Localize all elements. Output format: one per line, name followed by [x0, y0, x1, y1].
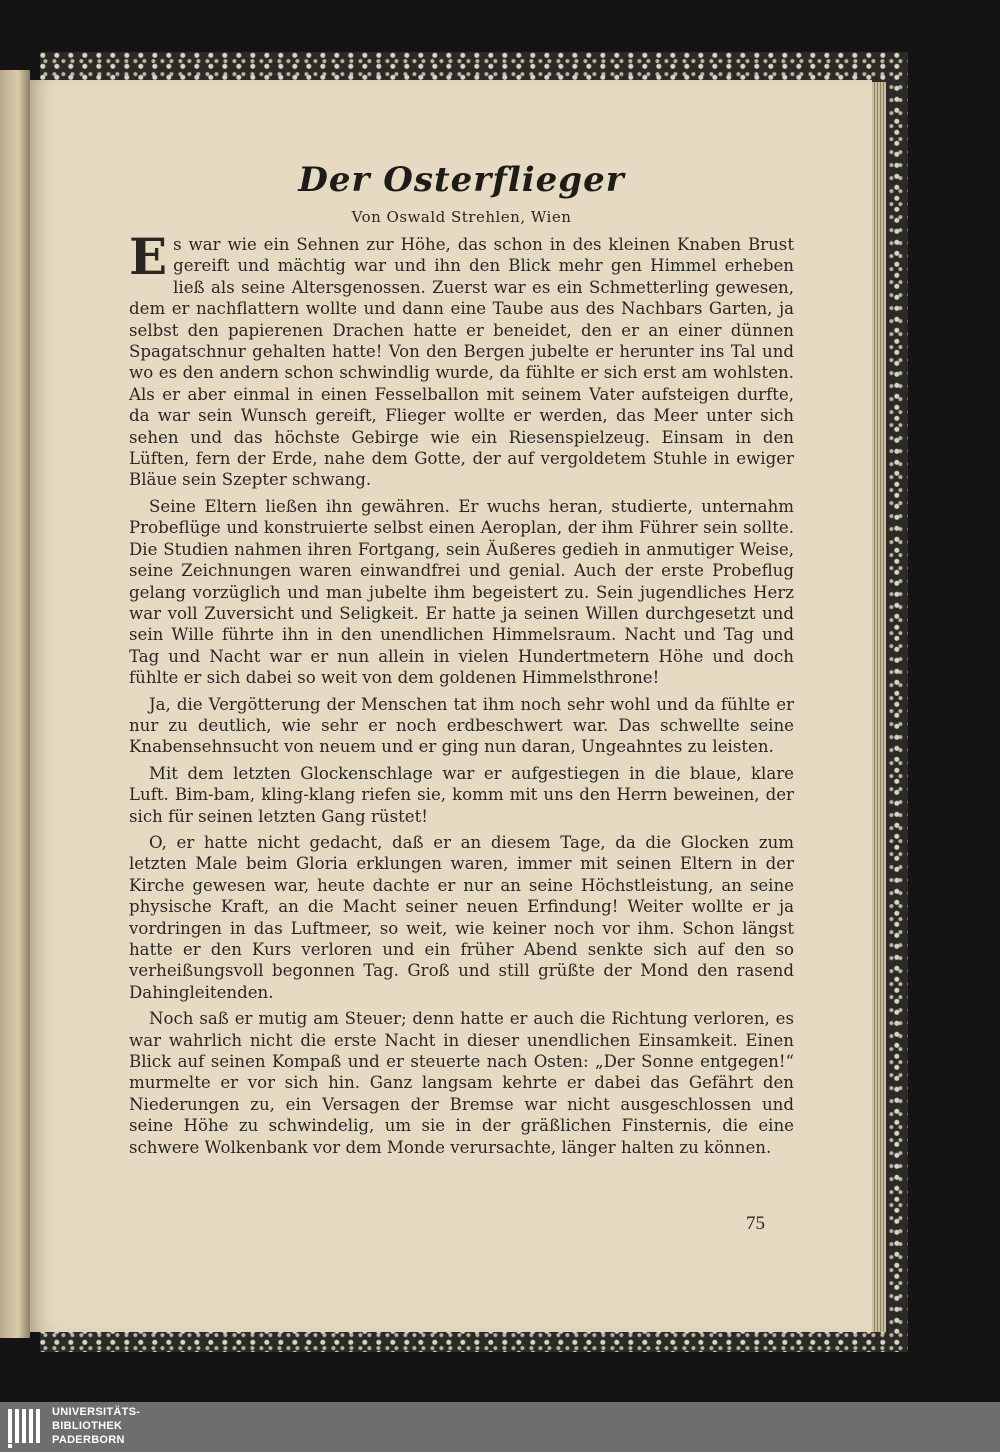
- byline: Von Oswald Strehlen, Wien: [351, 208, 572, 226]
- library-name-line-1: UNIVERSITÄTS-: [52, 1406, 141, 1418]
- drop-cap: E: [129, 227, 168, 286]
- paragraph-1: [129, 227, 794, 491]
- book-page: [30, 80, 872, 1332]
- page-number: 75: [746, 1213, 765, 1234]
- university-library-logo-icon: [6, 1405, 46, 1449]
- library-name-line-2: BIBLIOTHEK: [52, 1420, 123, 1432]
- paragraph-6: Noch saß er mutig am Steuer; denn hatte er auch die Richtung verloren, es war wahrlich nicht die erste Nacht in dieser unendlichen Einsamkeit. Einen Blick auf seinen Kompaß und er steuerte nach Osten: „Der Sonne entgegen!“ murmelte er vor sich hin. Ganz langsam kehrte er dabei das Gefährt den Niederungen zu, ein Versagen der Bremse war nicht ausgeschlossen und seine Höhe zu schwindelig, um sie in der gräßlichen Finsternis, die eine schwere Wolkenbank vor dem Monde verursachte, länger halten zu können.: [129, 1009, 794, 1157]
- library-name-line-3: PADERBORN: [52, 1434, 125, 1446]
- paragraph-4: Mit dem letzten Glockenschlage war er aufgestiegen in die blaue, klare Luft. Bim-bam, kling-klang riefen sie, komm mit uns den Herrn beweinen, der sich für seinen letzten Gang rüstet!: [129, 763, 794, 826]
- left-page-edge: [0, 70, 30, 1338]
- library-footer-bar: [0, 1402, 1000, 1452]
- library-name: [52, 1405, 140, 1447]
- paragraph-3: Ja, die Vergötterung der Menschen tat ihm noch sehr wohl und da fühlte er nur zu deutlich, wie sehr er noch erdbeschwert war. Das schwellte seine Knabensehnsucht von neuem und er ging nun daran, Ungeahntes zu leisten.: [129, 694, 794, 757]
- page-title: Der Osterflieger: [298, 160, 625, 200]
- article-body: [129, 227, 794, 1163]
- paragraph-1-text: s war wie ein Sehnen zur Höhe, das schon in des kleinen Knaben Brust gereift und mächtig war und ihn den Blick mehr gen Himmel erheben ließ als seine Altersgenossen. Zuerst war es ein Schmetterling gewesen, dem er nachflattern wollte und dann eine Taube aus des Nachbars Garten, ja selbst den papierenen Drachen hatte er beneidet, den er an einer dünnen Spagatschnur gehalten hatte! Von den Bergen jubelte er herunter ins Tal und wo es den andern schon schwindlig wurde, da fühlte er sich erst am wohlsten. Als er aber einmal in einen Fesselballon mit seinem Vater aufsteigen durfte, da war sein Wunsch gereift, Flieger wollte er werden, das Meer unter sich sehen und das höchste Gebirge wie ein Riesenspielzeug. Einsam in den Lüften, fern der Erde, nahe dem Gotte, der auf vergoldetem Stuhle in ewiger Bläue sein Szepter schwang.: [129, 235, 794, 490]
- paragraph-5: O, er hatte nicht gedacht, daß er an diesem Tage, da die Glocken zum letzten Male beim Gloria erklungen waren, immer mit seinen Eltern in der Kirche gewesen war, heute dachte er nur an seine Höchstleistung, an seine physische Kraft, an die Macht seiner neuen Erfindung! Weiter wollte er ja vordringen in das Luftmeer, so weit, wie keiner noch vor ihm. Schon längst hatte er den Kurs verloren und ein früher Abend senkte sich auf den so verheißungsvoll begonnen Tag. Groß und still grüßte der Mond den rasend Dahingleitenden.: [129, 832, 794, 1002]
- paragraph-2: Seine Eltern ließen ihn gewähren. Er wuchs heran, studierte, unternahm Probeflüge und konstruierte selbst einen Aeroplan, der ihm Führer sein sollte. Die Studien nahmen ihren Fortgang, sein Äußeres gedieh in anmutiger Weise, seine Zeichnungen waren einwandfrei und genial. Auch der erste Probeflug gelang vorzüglich und man jubelte ihm begeistert zu. Sein jugendliches Herz war voll Zuversicht und Seligkeit. Er hatte ja seinen Willen durchgesetzt und sein Wille führte ihn in den unendlichen Himmelsraum. Nacht und Tag und Tag und Nacht war er nun allein in vielen Hundertmetern Höhe und doch fühlte er sich dabei so weit von dem goldenen Himmelsthrone!: [129, 496, 794, 688]
